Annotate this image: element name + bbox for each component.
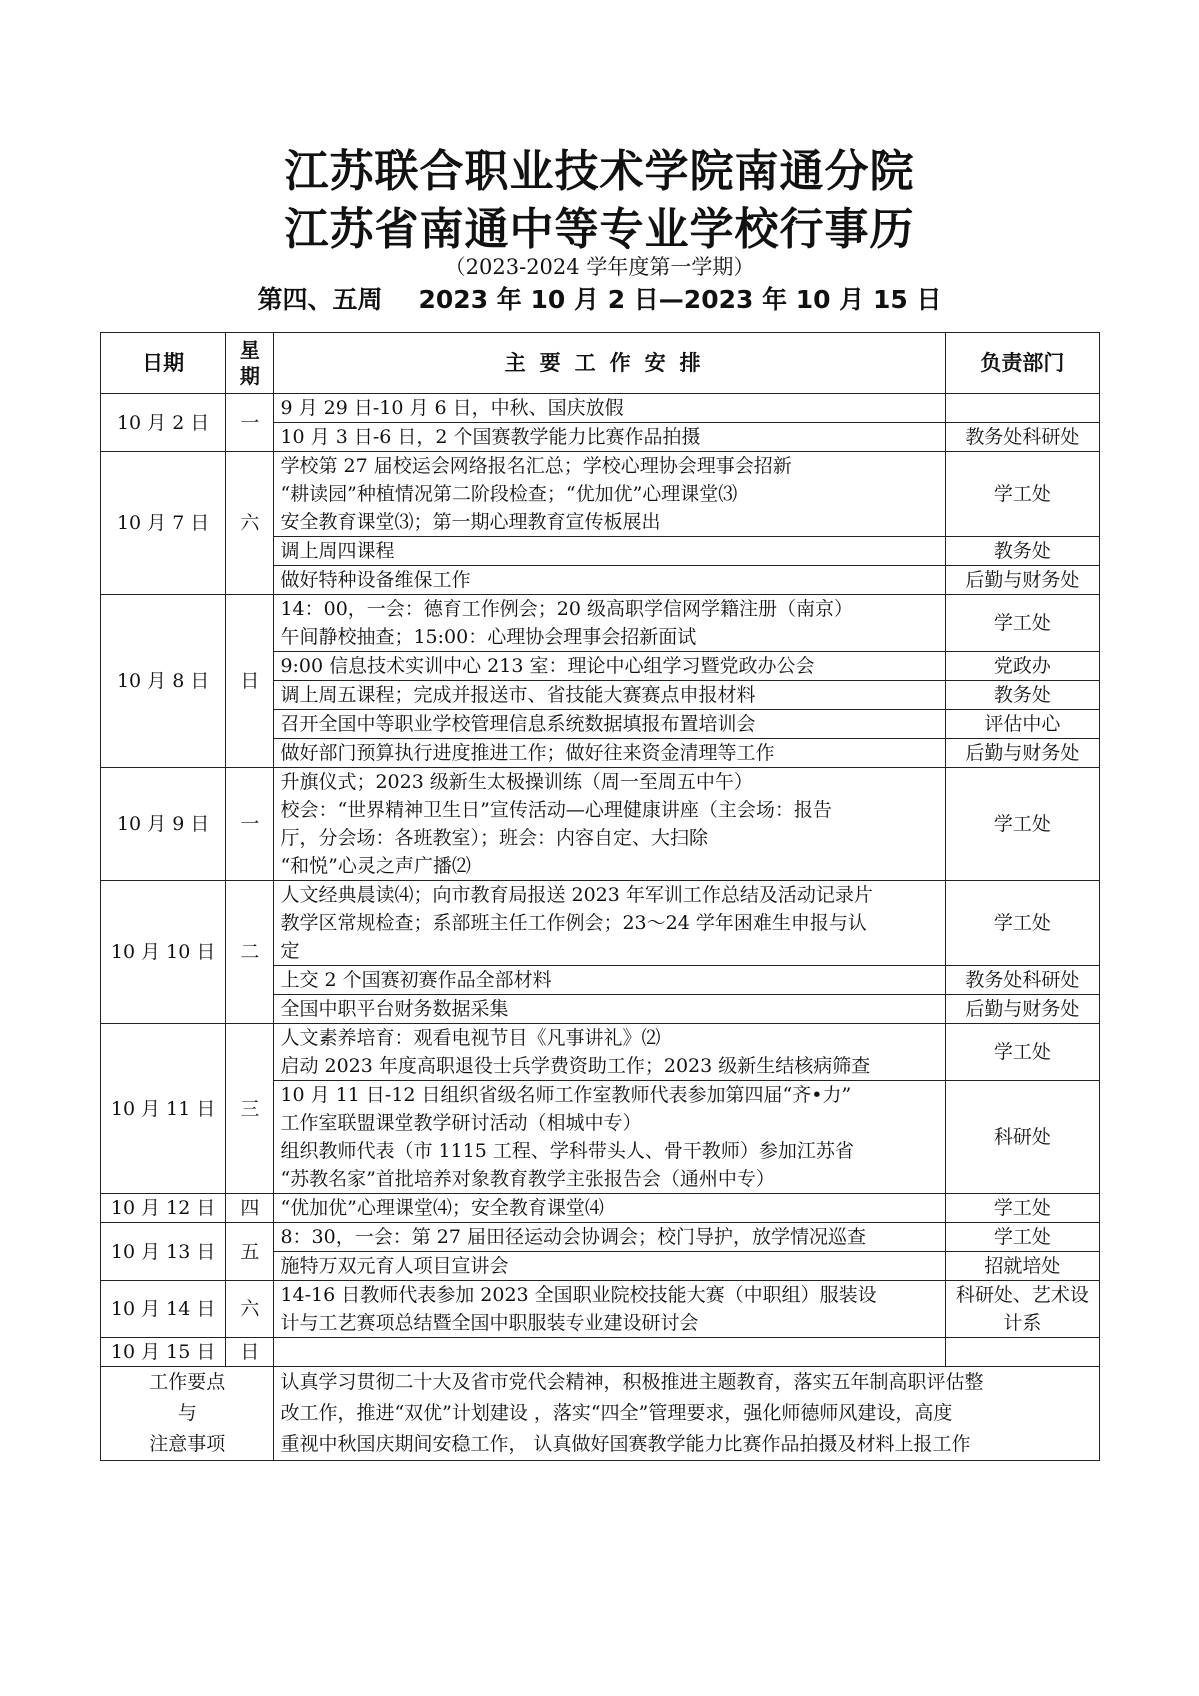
work-line: 做好部门预算执行进度推进工作；做好往来资金清理等工作 xyxy=(280,742,775,764)
notes-body xyxy=(274,1367,1100,1461)
row-dept: 教务处 xyxy=(945,537,1099,566)
row-weekday: 二 xyxy=(226,881,274,1024)
row-date: 10 月 8 日 xyxy=(101,595,226,768)
work-line: 工作室联盟课堂教学研讨活动（相城中专） xyxy=(280,1112,642,1134)
table-row xyxy=(101,1024,1100,1081)
notes-head-2: 与 xyxy=(177,1402,197,1424)
header-weekday-2: 期 xyxy=(239,364,260,388)
row-work xyxy=(274,566,945,595)
work-line: “耕读园”种植情况第二阶段检查；“优加优”心理课堂⑶ xyxy=(280,483,738,505)
row-dept: 后勤与财务处 xyxy=(945,566,1099,595)
notes-line-2: 改工作，推进“双优”计划建设 ，落实“四全”管理要求，强化师德师风建设，高度 xyxy=(280,1402,953,1424)
work-line: 9:00 信息技术实训中心 213 室：理论中心组学习暨党政办公会 xyxy=(280,655,815,677)
work-line: 调上周五课程；完成并报送市、省技能大赛赛点申报材料 xyxy=(280,684,756,706)
notes-head xyxy=(101,1367,274,1461)
notes-line-3: 重视中秋国庆期间安稳工作， 认真做好国赛教学能力比赛作品拍摄及材料上报工作 xyxy=(280,1433,971,1455)
row-dept: 科研处、艺术设计系 xyxy=(945,1281,1099,1338)
row-dept: 后勤与财务处 xyxy=(945,995,1099,1024)
work-line: 做好特种设备维保工作 xyxy=(280,569,471,591)
work-line: 调上周四课程 xyxy=(280,540,395,562)
notes-row xyxy=(101,1367,1100,1461)
header-dept: 负责部门 xyxy=(945,333,1099,394)
header-weekday xyxy=(226,333,274,394)
row-date: 10 月 2 日 xyxy=(101,394,226,452)
work-line: 召开全国中等职业学校管理信息系统数据填报布置培训会 xyxy=(280,713,756,735)
work-line: 14-16 日教师代表参加 2023 全国职业院校技能大赛（中职组）服装设 xyxy=(280,1284,877,1306)
row-work xyxy=(274,394,945,423)
row-dept: 学工处 xyxy=(945,881,1099,966)
work-line: 学校第 27 届校运会网络报名汇总；学校心理协会理事会招新 xyxy=(280,455,792,477)
work-line: 组织教师代表（市 1115 工程、学科带头人、骨干教师）参加江苏省 xyxy=(280,1140,854,1162)
work-line: 上交 2 个国赛初赛作品全部材料 xyxy=(280,969,552,991)
header-work: 主要工作安排 xyxy=(274,333,945,394)
row-weekday: 三 xyxy=(226,1024,274,1194)
work-line: 安全教育课堂⑶；第一期心理教育宣传板展出 xyxy=(280,511,661,533)
work-line: 施特万双元育人项目宣讲会 xyxy=(280,1255,509,1277)
row-date: 10 月 15 日 xyxy=(101,1338,226,1367)
row-dept: 后勤与财务处 xyxy=(945,739,1099,768)
row-dept: 学工处 xyxy=(945,1024,1099,1081)
row-dept: 教务处科研处 xyxy=(945,966,1099,995)
row-dept: 学工处 xyxy=(945,452,1099,537)
table-row xyxy=(101,768,1100,881)
work-line: 计与工艺赛项总结暨全国中职服装专业建设研讨会 xyxy=(280,1312,699,1334)
work-line: 定 xyxy=(280,940,300,962)
row-dept: 学工处 xyxy=(945,1194,1099,1223)
row-work xyxy=(274,452,945,537)
work-line: “优加优”心理课堂⑷；安全教育课堂⑷ xyxy=(280,1197,604,1219)
row-dept: 科研处 xyxy=(945,1081,1099,1194)
row-weekday: 日 xyxy=(226,1338,274,1367)
row-work xyxy=(274,1281,945,1338)
row-date: 10 月 14 日 xyxy=(101,1281,226,1338)
row-weekday: 一 xyxy=(226,768,274,881)
row-weekday: 六 xyxy=(226,452,274,595)
row-date: 10 月 7 日 xyxy=(101,452,226,595)
row-work xyxy=(274,1081,945,1194)
row-dept: 学工处 xyxy=(945,1223,1099,1252)
row-weekday: 五 xyxy=(226,1223,274,1281)
title-line-1: 江苏联合职业技术学院南通分院 xyxy=(284,146,915,197)
row-work xyxy=(274,595,945,652)
work-line: 10 月 11 日-12 日组织省级名师工作室教师代表参加第四届“齐•力” xyxy=(280,1084,852,1106)
row-work xyxy=(274,681,945,710)
row-dept xyxy=(945,1338,1099,1367)
row-work xyxy=(274,881,945,966)
row-date: 10 月 10 日 xyxy=(101,881,226,1024)
row-work xyxy=(274,966,945,995)
week-label: 第四、五周 xyxy=(257,285,383,314)
row-work xyxy=(274,1194,945,1223)
row-work xyxy=(274,423,945,452)
row-weekday: 日 xyxy=(226,595,274,768)
work-line: 14：00，一会：德育工作例会；20 级高职学信网学籍注册（南京） xyxy=(280,598,854,620)
row-date: 10 月 12 日 xyxy=(101,1194,226,1223)
work-line: 人文素养培育：观看电视节目《凡事讲礼》⑵ xyxy=(280,1027,661,1049)
row-work xyxy=(274,652,945,681)
row-dept: 党政办 xyxy=(945,652,1099,681)
table-row xyxy=(101,1281,1100,1338)
row-weekday: 四 xyxy=(226,1194,274,1223)
row-work xyxy=(274,1024,945,1081)
work-line: 教学区常规检查；系部班主任工作例会；23～24 学年困难生申报与认 xyxy=(280,912,867,934)
work-line xyxy=(280,1338,938,1366)
work-line: 厅，分会场：各班教室）；班会：内容自定、大扫除 xyxy=(280,827,708,849)
work-line: 全国中职平台财务数据采集 xyxy=(280,998,509,1020)
table-row xyxy=(101,394,1100,423)
table-row xyxy=(101,1194,1100,1223)
semester-subtitle: （2023-2024 学年度第一学期） xyxy=(444,255,755,279)
row-date: 10 月 11 日 xyxy=(101,1024,226,1194)
work-line: 10 月 3 日-6 日，2 个国赛教学能力比赛作品拍摄 xyxy=(280,426,701,448)
table-row xyxy=(101,1223,1100,1252)
work-line: 升旗仪式；2023 级新生太极操训练（周一至周五中午） xyxy=(280,771,753,793)
schedule-table xyxy=(100,332,1100,1461)
row-work xyxy=(274,739,945,768)
title-line-2: 江苏省南通中等专业学校行事历 xyxy=(284,204,915,255)
row-weekday: 一 xyxy=(226,394,274,452)
table-row xyxy=(101,452,1100,537)
header-weekday-1: 星 xyxy=(239,338,260,362)
notes-head-1: 工作要点 xyxy=(149,1371,226,1393)
table-row xyxy=(101,881,1100,966)
row-dept: 学工处 xyxy=(945,595,1099,652)
work-line: “苏教名家”首批培养对象教育教学主张报告会（通州中专） xyxy=(280,1168,775,1190)
date-range: 2023 年 10 月 2 日—2023 年 10 月 15 日 xyxy=(418,285,942,314)
week-range xyxy=(0,284,1199,316)
work-line: 午间静校抽查；15:00：心理协会理事会招新面试 xyxy=(280,626,697,648)
row-dept: 评估中心 xyxy=(945,710,1099,739)
row-dept: 招就培处 xyxy=(945,1252,1099,1281)
row-work xyxy=(274,1338,945,1367)
row-work xyxy=(274,768,945,881)
row-work xyxy=(274,537,945,566)
row-work xyxy=(274,1252,945,1281)
notes-head-3: 注意事项 xyxy=(149,1433,226,1455)
row-weekday: 六 xyxy=(226,1281,274,1338)
row-date: 10 月 9 日 xyxy=(101,768,226,881)
work-line: 人文经典晨读⑷；向市教育局报送 2023 年军训工作总结及活动记录片 xyxy=(280,884,873,906)
row-date: 10 月 13 日 xyxy=(101,1223,226,1281)
work-line: 启动 2023 年度高职退役士兵学费资助工作；2023 级新生结核病筛查 xyxy=(280,1055,871,1077)
row-work xyxy=(274,710,945,739)
table-row xyxy=(101,1338,1100,1367)
row-work xyxy=(274,995,945,1024)
table-header-row xyxy=(101,333,1100,394)
header-date: 日期 xyxy=(101,333,226,394)
work-line: 9 月 29 日-10 月 6 日，中秋、国庆放假 xyxy=(280,397,624,419)
notes-line-1: 认真学习贯彻二十大及省市党代会精神，积极推进主题教育，落实五年制高职评估整 xyxy=(280,1371,984,1393)
work-line: 校会：“世界精神卫生日”宣传活动—心理健康讲座（主会场：报告 xyxy=(280,799,832,821)
row-work xyxy=(274,1223,945,1252)
work-line: “和悦”心灵之声广播⑵ xyxy=(280,855,471,877)
row-dept: 教务处 xyxy=(945,681,1099,710)
table-row xyxy=(101,595,1100,652)
row-dept: 学工处 xyxy=(945,768,1099,881)
row-dept: 教务处科研处 xyxy=(945,423,1099,452)
work-line: 8：30，一会：第 27 届田径运动会协调会；校门导护，放学情况巡查 xyxy=(280,1226,866,1248)
row-dept xyxy=(945,394,1099,423)
